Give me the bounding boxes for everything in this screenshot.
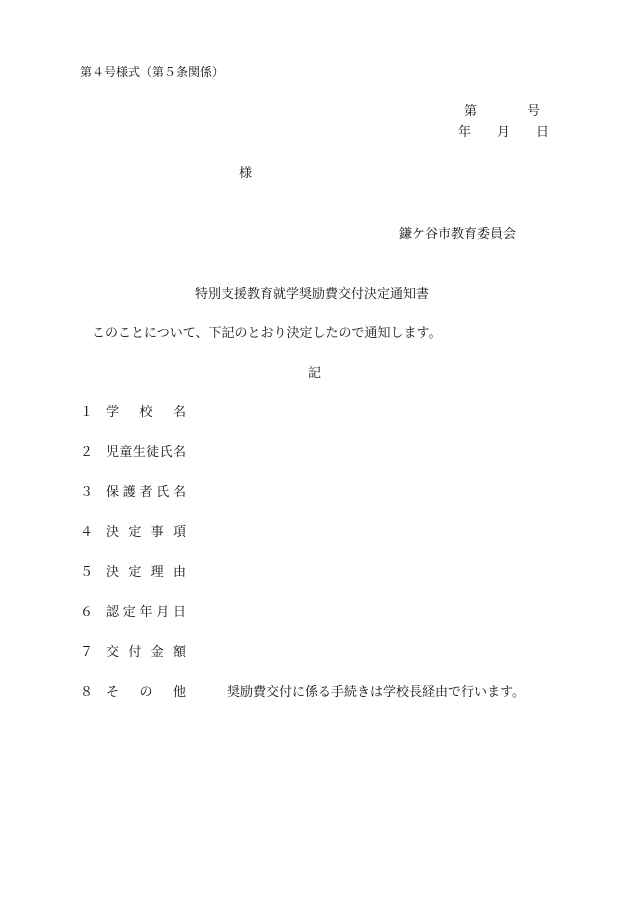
item-number: ２	[80, 445, 94, 460]
item-label: 保 護 者 氏 名	[106, 485, 186, 500]
form-number: 第４号様式（第５条関係）	[80, 65, 225, 79]
body-text: このことについて、下記のとおり決定したので通知します。	[92, 326, 442, 341]
ki-heading: 記	[308, 366, 322, 381]
document-number-prefix: 第	[464, 104, 478, 119]
item-number: ７	[80, 645, 94, 660]
item-label: そ の 他	[106, 685, 186, 700]
item-label: 決 定 理 由	[106, 565, 186, 580]
document-number-suffix: 号	[527, 104, 541, 119]
date-month: 月	[497, 125, 511, 140]
item-label: 学 校 名	[106, 405, 186, 420]
date-year: 年	[458, 125, 472, 140]
item-label: 認 定 年 月 日	[106, 605, 186, 620]
item-label: 決 定 事 項	[106, 525, 186, 540]
item-label: 児 童 生 徒 氏 名	[106, 445, 186, 460]
item-number: １	[80, 405, 94, 420]
date-day: 日	[536, 125, 550, 140]
item-number: ８	[80, 685, 94, 700]
document-number	[464, 105, 540, 118]
item-number: ５	[80, 565, 94, 580]
item-number: ３	[80, 485, 94, 500]
document-title: 特別支援教育就学奨励費交付決定通知書	[195, 287, 430, 302]
item-value: 奨励費交付に係る手続きは学校長経由で行います。	[227, 685, 525, 700]
issuer-name: 鎌ケ谷市教育委員会	[399, 227, 517, 242]
item-label: 交 付 金 額	[106, 645, 186, 660]
item-number: ４	[80, 525, 94, 540]
item-number: ６	[80, 605, 94, 620]
document-date	[458, 126, 549, 139]
recipient-honorific: 様	[239, 166, 253, 181]
